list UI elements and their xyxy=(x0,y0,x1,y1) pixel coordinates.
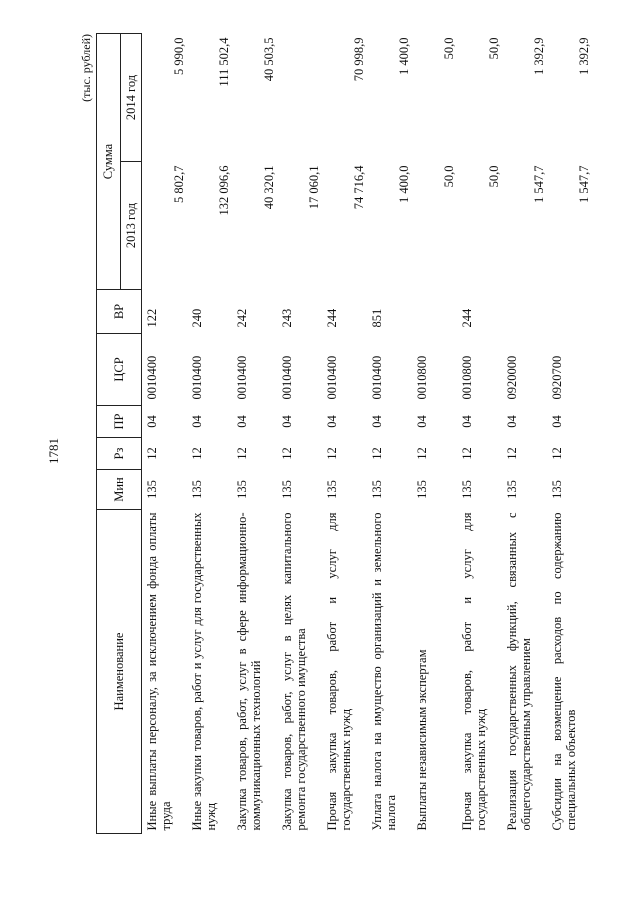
row-min: 135 xyxy=(459,480,474,499)
header-csr: ЦСР xyxy=(97,334,142,406)
row-name: Реализация государственных функций, связанных с общегосударственным управлением xyxy=(504,512,533,831)
row-min: 135 xyxy=(414,480,429,499)
row-csr: 0010400 xyxy=(189,355,204,400)
row-vr xyxy=(412,290,457,334)
row-pr: 04 xyxy=(279,415,294,428)
row-sum-2013: 50,0 xyxy=(441,165,456,188)
table-header xyxy=(97,34,142,834)
row-sum-2013: 50,0 xyxy=(486,165,501,188)
row-rz: 12 xyxy=(189,447,204,460)
row-sum-2014 xyxy=(277,34,322,162)
row-pr: 04 xyxy=(145,415,159,428)
row-sum-2014: 1 392,9 xyxy=(531,37,546,75)
row-min: 135 xyxy=(549,480,564,499)
row-sum-2013: 1 547,7 xyxy=(576,165,591,203)
row-csr: 0010800 xyxy=(414,355,429,400)
row-csr: 0010400 xyxy=(279,355,294,400)
row-name: Закупка товаров, работ, услуг в сфере информационно-коммуникационных технологий xyxy=(234,512,263,831)
row-vr xyxy=(502,290,547,334)
row-rz: 12 xyxy=(234,447,249,460)
row-min: 135 xyxy=(504,480,519,499)
row-name: Иные выплаты персоналу, за исключением фонда оплаты труда xyxy=(145,512,173,831)
row-sum-2013: 1 400,0 xyxy=(396,165,411,203)
table-row xyxy=(232,34,277,834)
row-vr: 851 xyxy=(369,308,384,328)
header-year-2013: 2013 год xyxy=(120,162,141,290)
row-rz: 12 xyxy=(504,447,519,460)
row-csr: 0920000 xyxy=(504,355,519,400)
row-csr: 0010800 xyxy=(459,355,474,400)
row-vr: 122 xyxy=(145,308,159,328)
row-rz: 12 xyxy=(324,447,339,460)
row-pr: 04 xyxy=(459,415,474,428)
row-min: 135 xyxy=(369,480,384,499)
row-name: Уплата налога на имущество организаций и земельного налога xyxy=(369,512,398,831)
row-rz: 12 xyxy=(549,447,564,460)
row-csr: 0010400 xyxy=(145,355,159,400)
row-sum-2014: 50,0 xyxy=(486,37,501,60)
row-csr: 0010400 xyxy=(369,355,384,400)
row-pr: 04 xyxy=(369,415,384,428)
row-sum-2013: 74 716,4 xyxy=(351,165,366,210)
header-vr: ВР xyxy=(97,290,142,334)
row-sum-2014: 40 503,5 xyxy=(261,37,276,82)
table-row xyxy=(322,34,367,834)
row-min: 135 xyxy=(145,480,159,499)
row-pr: 04 xyxy=(414,415,429,428)
header-name: Наименование xyxy=(97,510,142,834)
row-csr: 0010400 xyxy=(234,355,249,400)
row-vr: 242 xyxy=(234,308,249,328)
header-pr: ПР xyxy=(97,406,142,438)
row-pr: 04 xyxy=(504,415,519,428)
row-min: 135 xyxy=(324,480,339,499)
rotated-table-page xyxy=(78,34,591,834)
row-rz: 12 xyxy=(459,447,474,460)
page-number: 1781 xyxy=(46,438,61,464)
table-row xyxy=(547,34,592,834)
row-sum-2013: 1 547,7 xyxy=(531,165,546,203)
row-vr: 240 xyxy=(189,308,204,328)
row-vr: 244 xyxy=(324,308,339,328)
row-sum-2014: 50,0 xyxy=(441,37,456,60)
row-name: Выплаты независимым экспертам xyxy=(414,649,429,831)
row-pr: 04 xyxy=(324,415,339,428)
row-min: 135 xyxy=(189,480,204,499)
header-min: Мин xyxy=(97,470,142,510)
row-name: Закупка товаров, работ, услуг в целях капитального ремонта государственного имущества xyxy=(279,512,308,831)
header-sum: Сумма xyxy=(97,34,121,290)
row-sum-2014: 111 502,4 xyxy=(216,37,231,87)
row-sum-2014: 1 400,0 xyxy=(396,37,411,75)
row-min: 135 xyxy=(234,480,249,499)
row-name: Прочая закупка товаров, работ и услуг для государственных нужд xyxy=(459,512,488,831)
table-row xyxy=(142,34,187,834)
budget-table xyxy=(96,33,592,834)
row-sum-2013: 5 802,7 xyxy=(172,165,186,203)
table-row xyxy=(457,34,502,834)
row-rz: 12 xyxy=(414,447,429,460)
header-rz: Рз xyxy=(97,438,142,470)
row-name: Прочая закупка товаров, работ и услуг для государственных нужд xyxy=(324,512,353,831)
row-name: Иные закупки товаров, работ и услуг для государственных нужд xyxy=(189,512,218,831)
row-csr: 0920700 xyxy=(549,355,564,400)
row-sum-2013: 40 320,1 xyxy=(261,165,276,210)
row-rz: 12 xyxy=(145,447,159,460)
row-sum-2014: 1 392,9 xyxy=(576,37,591,75)
units-note: (тыс. рублей) xyxy=(79,34,93,102)
table-row xyxy=(502,34,547,834)
row-sum-2013: 132 096,6 xyxy=(216,165,231,216)
row-vr xyxy=(547,290,592,334)
table-row xyxy=(412,34,457,834)
row-rz: 12 xyxy=(369,447,384,460)
row-sum-2013: 17 060,1 xyxy=(306,165,321,210)
header-year-2014: 2014 год xyxy=(120,34,141,162)
row-pr: 04 xyxy=(549,415,564,428)
row-pr: 04 xyxy=(189,415,204,428)
row-vr: 244 xyxy=(459,308,474,328)
row-rz: 12 xyxy=(279,447,294,460)
row-vr: 243 xyxy=(279,308,294,328)
row-name: Субсидии на возмещение расходов по содержанию специальных объектов xyxy=(549,512,578,831)
row-sum-2014: 70 998,9 xyxy=(351,37,366,82)
table-row xyxy=(367,34,412,834)
row-sum-2014: 5 990,0 xyxy=(172,37,186,75)
row-min: 135 xyxy=(279,480,294,499)
table-row xyxy=(277,34,322,834)
table-body xyxy=(142,34,592,834)
row-pr: 04 xyxy=(234,415,249,428)
row-csr: 0010400 xyxy=(324,355,339,400)
table-row xyxy=(187,34,232,834)
